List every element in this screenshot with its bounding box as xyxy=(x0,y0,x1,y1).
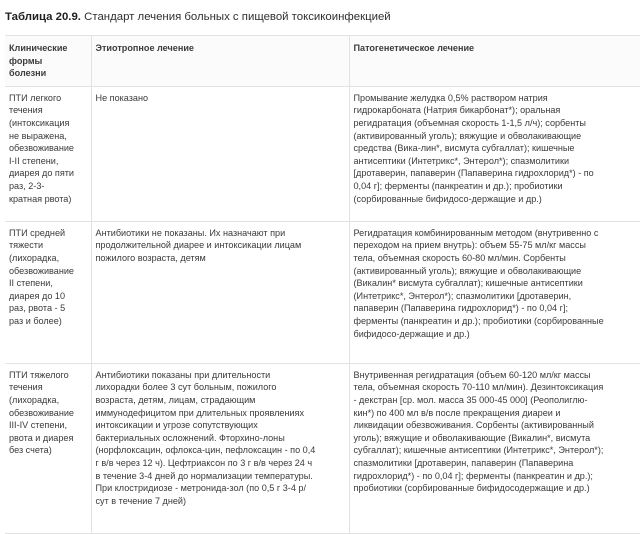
clinical-form-cell: ПТИ средней тяжести (лихорадка, обезвоживание II степени, диарея до 10 раз, рвота - 5 раз и более) xyxy=(5,221,91,363)
table-caption xyxy=(5,10,640,24)
clinical-form-cell: ПТИ легкого течения (интоксикация не выражена, обезвоживание I-II степени, диарея до пяти раз, 2-3- кратная рвота) xyxy=(5,86,91,221)
clinical-form-cell: ПТИ тяжелого течения (лихорадка, обезвоживание III-IV степени, рвота и диарея без счета) xyxy=(5,363,91,533)
pathogenetic-cell: Внутривенная регидратация (объем 60-120 мл/кг массы тела, объемная скорость 70-110 мл/мин). Дезинтоксикация - декстран [ср. мол. масса 35 000-45 000] (Реополиглю- кин*) по 400 мл в/в после прекращения диареи и ликвидации обезвоживания. Сорбенты (активированный уголь); вяжущие и обволакивающие (Викалин*, висмута субгаллат); кишечные антисептики (Интетрикс*, Энтерол*); спазмолитики [дротаверин, папаверин (Папаверина гидрохлорид*) - по 0,04 г]; ферменты (панкреатин и др.); пробиотики (сорбированные бифидосодержащие и др.) xyxy=(349,363,640,533)
table-row xyxy=(5,363,640,533)
table-row xyxy=(5,86,640,221)
header-etiotropic-treatment: Этиотропное лечение xyxy=(91,36,349,87)
table-header-row xyxy=(5,36,640,87)
table-row xyxy=(5,221,640,363)
header-pathogenetic-treatment: Патогенетическое лечение xyxy=(349,36,640,87)
table-caption-label: Таблица 20.9. xyxy=(5,11,81,23)
pathogenetic-cell: Промывание желудка 0,5% раствором натрия гидрокарбоната (Натрия бикарбонат*); оральная регидратация (объемная скорость 1-1,5 л/ч); сорбенты (активированный уголь); вяжущие и обволакивающие средства (Вика-лин*, висмута субгаллат); кишечные антисептики (Интетрикс*, Энтерол*); спазмолитики [дротаверин, папаверин (Папаверина гидрохлорид*) - по 0,04 г]; ферменты (панкреатин и др.); пробиотики (сорбированные бифидосо-держащие и др.) xyxy=(349,86,640,221)
pathogenetic-cell: Регидратация комбинированным методом (внутривенно с переходом на прием внутрь): объем 55-75 мл/кг массы тела, объемная скорость 60-80 мл/мин. Сорбенты (активированный уголь); вяжущие и обволакивающие (Викалин* висмута субгаллат); кишечные антисептики (Интетрикс*, Энтерол*); спазмолитики [дротаверин, папаверин (Папаверина гидрохлорид*) - по 0,04 г]; ферменты (панкреатин и др.); пробиотики (сорбированные бифидосо-держащие и др.) xyxy=(349,221,640,363)
header-clinical-forms: Клинические формы болезни xyxy=(5,36,91,87)
table-caption-text: Стандарт лечения больных с пищевой токсикоинфекцией xyxy=(84,11,391,23)
etiotropic-cell: Антибиотики не показаны. Их назначают при продолжительной диарее и интоксикации лицам пожилого возраста, детям xyxy=(91,221,349,363)
treatment-standard-table xyxy=(5,35,640,534)
etiotropic-cell: Не показано xyxy=(91,86,349,221)
etiotropic-cell: Антибиотики показаны при длительности лихорадки более 3 сут больным, пожилого возраста, детям, лицам, страдающим иммунодефицитом при длительных проявлениях интоксикации и угрозе сопутствующих бактериальных осложнений. Фторхино-лоны (норфлоксацин, офлокса-цин, пефлоксацин - по 0,4 г в/в через 12 ч). Цефтриаксон по 3 г в/в через 24 ч в течение 3-4 дней до нормализации температуры. При клостридиозе - метронида-зол (по 0,5 г 3-4 р/ сут в течение 7 дней) xyxy=(91,363,349,533)
